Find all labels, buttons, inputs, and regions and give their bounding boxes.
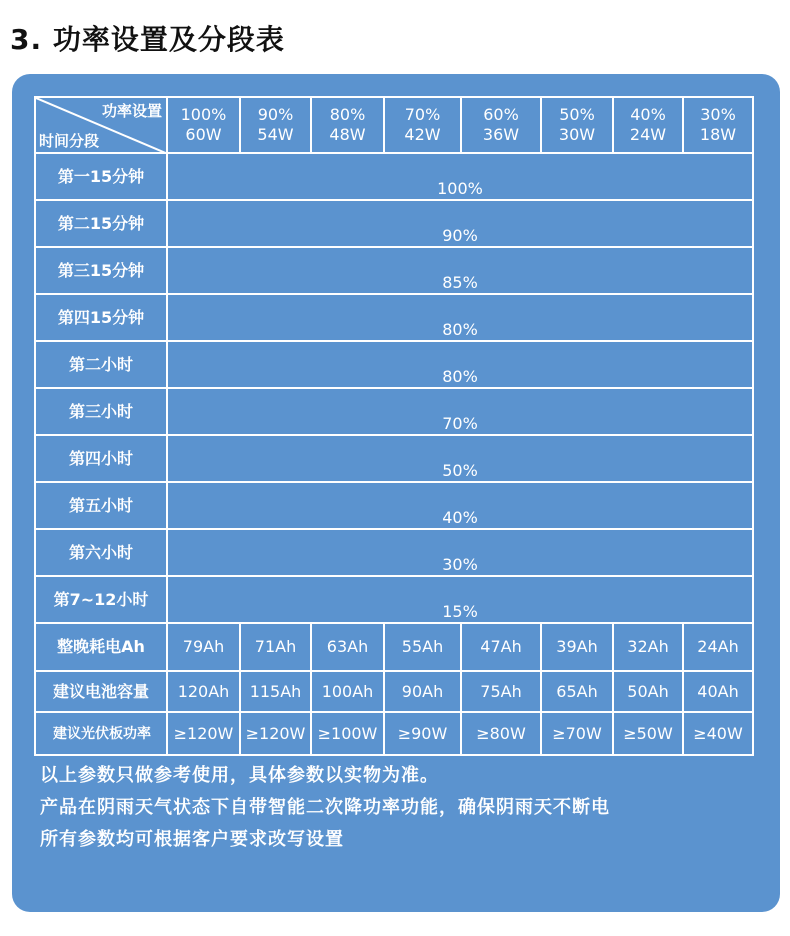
time-segment-row [35, 294, 753, 341]
summary-value-cell: 90Ah [384, 671, 461, 712]
summary-value-cell: ≥40W [683, 712, 753, 755]
time-segment-value: 80% [167, 294, 753, 341]
summary-value-cell: 75Ah [461, 671, 541, 712]
summary-row [35, 623, 753, 671]
summary-row-label: 整晚耗电Ah [35, 623, 167, 671]
summary-row-label: 建议电池容量 [35, 671, 167, 712]
power-percent: 30% [700, 105, 736, 124]
power-watts: 36W [482, 125, 520, 144]
time-segment-label: 第五小时 [35, 482, 167, 529]
summary-value-cell: 32Ah [613, 623, 683, 671]
header-row [35, 97, 753, 153]
power-percent: 60% [483, 105, 519, 124]
summary-value-cell: 50Ah [613, 671, 683, 712]
summary-value-cell: ≥90W [384, 712, 461, 755]
power-watts: 18W [699, 125, 737, 144]
corner-label-time: 时间分段 [39, 132, 100, 150]
time-segment-row [35, 529, 753, 576]
time-segment-value: 30% [167, 529, 753, 576]
power-watts: 60W [185, 125, 222, 144]
power-setting-header [240, 97, 311, 153]
power-setting-header [461, 97, 541, 153]
time-segment-label: 第7~12小时 [35, 576, 167, 623]
time-segment-row [35, 341, 753, 388]
summary-value-cell: ≥100W [311, 712, 384, 755]
summary-value-cell: 63Ah [311, 623, 384, 671]
summary-value-cell: 115Ah [240, 671, 311, 712]
note-line: 所有参数均可根据客户要求改写设置 [40, 829, 344, 850]
power-setting-header [683, 97, 753, 153]
summary-value-cell: ≥120W [167, 712, 240, 755]
summary-value-cell: 79Ah [167, 623, 240, 671]
time-segment-row [35, 388, 753, 435]
time-segment-value: 90% [167, 200, 753, 247]
summary-value-cell: 100Ah [311, 671, 384, 712]
power-setting-header [167, 97, 240, 153]
time-segment-label: 第三小时 [35, 388, 167, 435]
power-watts: 54W [257, 125, 294, 144]
summary-row-label: 建议光伏板功率 [35, 712, 167, 755]
summary-value-cell: 71Ah [240, 623, 311, 671]
power-segment-table [34, 96, 754, 756]
corner-header-cell [35, 97, 167, 153]
power-setting-header [311, 97, 384, 153]
time-segment-row [35, 482, 753, 529]
time-segment-label: 第六小时 [35, 529, 167, 576]
time-segment-value: 80% [167, 341, 753, 388]
power-setting-header [384, 97, 461, 153]
summary-value-cell: ≥70W [541, 712, 613, 755]
time-segment-row [35, 153, 753, 200]
time-segment-label: 第一15分钟 [35, 153, 167, 200]
time-segment-value: 40% [167, 482, 753, 529]
notes [40, 760, 610, 856]
summary-value-cell: ≥120W [240, 712, 311, 755]
time-segment-label: 第三15分钟 [35, 247, 167, 294]
summary-value-cell: ≥50W [613, 712, 683, 755]
time-segment-label: 第二小时 [35, 341, 167, 388]
power-percent: 80% [329, 105, 366, 124]
summary-value-cell: 47Ah [461, 623, 541, 671]
power-watts: 42W [404, 125, 441, 144]
time-segment-value: 15% [167, 576, 753, 623]
time-segment-row [35, 200, 753, 247]
summary-value-cell: 39Ah [541, 623, 613, 671]
power-setting-header [541, 97, 613, 153]
page-title: 3. 功率设置及分段表 [10, 23, 285, 56]
power-percent: 90% [257, 105, 294, 124]
power-percent: 70% [404, 105, 441, 124]
time-segment-value: 85% [167, 247, 753, 294]
summary-value-cell: ≥80W [461, 712, 541, 755]
note-line: 产品在阴雨天气状态下自带智能二次降功率功能，确保阴雨天不断电 [40, 797, 610, 818]
summary-row [35, 712, 753, 755]
summary-value-cell: 40Ah [683, 671, 753, 712]
corner-label-power: 功率设置 [101, 102, 162, 120]
time-segment-label: 第四小时 [35, 435, 167, 482]
power-percent: 40% [630, 105, 666, 124]
power-watts: 48W [329, 125, 366, 144]
note-line: 以上参数只做参考使用，具体参数以实物为准。 [40, 765, 439, 786]
power-setting-header [613, 97, 683, 153]
summary-value-cell: 55Ah [384, 623, 461, 671]
summary-value-cell: 24Ah [683, 623, 753, 671]
time-segment-value: 100% [167, 153, 753, 200]
time-segment-value: 50% [167, 435, 753, 482]
time-segment-value: 70% [167, 388, 753, 435]
power-percent: 50% [559, 105, 595, 124]
time-segment-row [35, 435, 753, 482]
summary-value-cell: 120Ah [167, 671, 240, 712]
time-segment-row [35, 247, 753, 294]
time-segment-label: 第四15分钟 [35, 294, 167, 341]
power-percent: 100% [180, 105, 227, 124]
summary-row [35, 671, 753, 712]
power-watts: 24W [629, 125, 667, 144]
summary-value-cell: 65Ah [541, 671, 613, 712]
power-watts: 30W [558, 125, 596, 144]
time-segment-label: 第二15分钟 [35, 200, 167, 247]
time-segment-row [35, 576, 753, 623]
